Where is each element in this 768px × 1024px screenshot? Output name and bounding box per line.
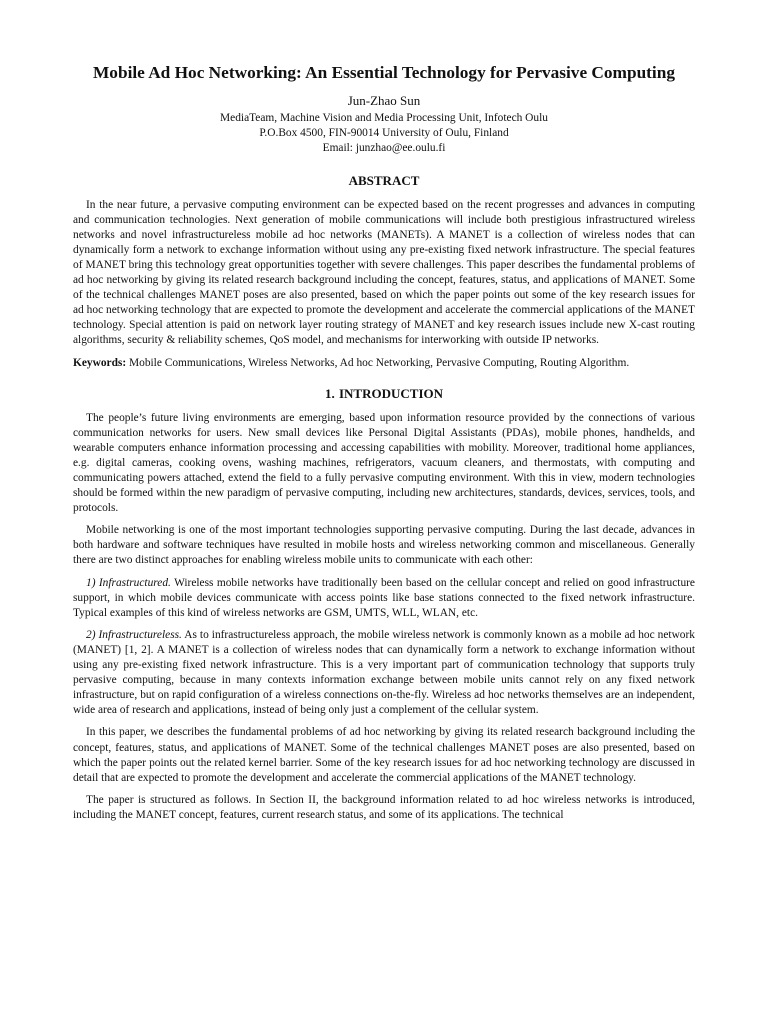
intro-paragraph-infrastructured: [73, 576, 695, 621]
intro-paragraph-6: The paper is structured as follows. In Section II, the background information related to ad hoc wireless networks is introduced, including the MANET concept, features, current research status, and some of its applications. The technical: [73, 793, 695, 821]
author-affiliation-line: MediaTeam, Machine Vision and Media Processing Unit, Infotech Oulu: [220, 112, 548, 124]
intro-paragraph-infrastructureless: [73, 628, 695, 719]
intro-paragraph-5: In this paper, we describes the fundamental problems of ad hoc networking by giving its related research background including the concept, features, status, and applications of MANET. Some of the technical challenges MANET poses are also presented, based on which the paper points out the related kernel barrier. Some of the key research issues for ad hoc networking technology are discussed in detail that are expected to promote the development and accelerate the commercial applications of the MANET technology.: [73, 726, 695, 784]
intro-paragraph-1: The people’s future living environments are emerging, based upon information resource provided by the connections of various communication networks for users. New small devices like Personal Digital Assistants (PDAs), mobile phones, handhelds, and wearable computers enhance information processing and accessing capabilities with mobility. Moreover, traditional home appliances, e.g. digital cameras, cooking ovens, washing machines, refrigerators, vacuum cleaners, and thermostats, with computing and communicating powers attached, extend the field to a fully pervasive computing environment. With this in view, modern technologies should be formed within the new paradigm of pervasive computing, including new architectures, standards, devices, services, tools, and protocols.: [73, 411, 695, 515]
infrastructureless-text: As to infrastructureless approach, the mobile wireless network is commonly known as a mobile ad hoc network (MANET) [1, 2]. A MANET is a collection of wireless nodes that can dynamically form a network to exchange information without using any pre-existing fixed network infrastructure. This is a very important part of communication technology that supports truly pervasive computing, because in many contexts information exchange between mobile units cannot rely on any fixed network infrastructure, but on rapid configuration of a wireless connections on-the-fly. Wireless ad hoc networks themselves are an independent, wide area of research and applications, instead of being only just a complement of the cellular system.: [73, 628, 695, 717]
infrastructured-label: 1) Infrastructured.: [86, 576, 171, 589]
paper-title: Mobile Ad Hoc Networking: An Essential Technology for Pervasive Computing: [93, 63, 675, 82]
infrastructured-text: Wireless mobile networks have traditionally been based on the cellular concept and relied on good infrastructure support, in which mobile devices communicate with access points like base stations connected to the fixed network infrastructure. Typical examples of this kind of wireless networks are GSM, UMTS, WLL, WLAN, etc.: [73, 576, 695, 619]
abstract-heading: ABSTRACT: [348, 172, 420, 188]
intro-paragraph-2: Mobile networking is one of the most important technologies supporting pervasive computing. During the last decade, advances in both hardware and software techniques have resulted in mobile hosts and wireless networking common and miscellaneous. Generally there are two distinct approaches for enabling wireless mobile units to communicate with each other:: [73, 524, 695, 567]
abstract-paragraph: In the near future, a pervasive computing environment can be expected based on the recent progresses and advances in computing and communication technologies. Next generation of mobile communications will include both prestigious infrastructured wireless networks and novel infrastructureless mobile ad hoc networks (MANETs). A MANET is a collection of wireless nodes that can dynamically form a network to exchange information without using any pre-existing fixed network infrastructure. The special features of MANET bring this technology great opportunities together with severe challenges. This paper describes the fundamental problems of ad hoc networking by giving its related research background including the concept, features, status, and applications of MANET. Some of the technical challenges MANET poses are also presented, based on which the paper points out some of the key research issues for ad hoc networking technology that are expected to promote the development and accelerate the commercial applications of the MANET technology. Special attention is paid on network layer routing strategy of MANET and key research issues include new X-cast routing algorithms, security & reliability schemes, QoS model, and mechanisms for interworking with outside IP networks.: [73, 198, 695, 347]
infrastructureless-label: 2) Infrastructureless.: [86, 628, 182, 641]
author-address-line: P.O.Box 4500, FIN-90014 University of Oulu, Finland: [259, 127, 509, 140]
keywords-text: Mobile Communications, Wireless Networks, Ad hoc Networking, Pervasive Computing, Routing Algorithm.: [126, 356, 630, 369]
keywords-paragraph: [73, 356, 695, 371]
section-heading-introduction: 1. INTRODUCTION: [324, 385, 443, 401]
keywords-label: Keywords:: [73, 356, 127, 369]
author-name: Jun-Zhao Sun: [347, 93, 421, 108]
author-email-line: Email: junzhao@ee.oulu.fi: [322, 142, 446, 155]
